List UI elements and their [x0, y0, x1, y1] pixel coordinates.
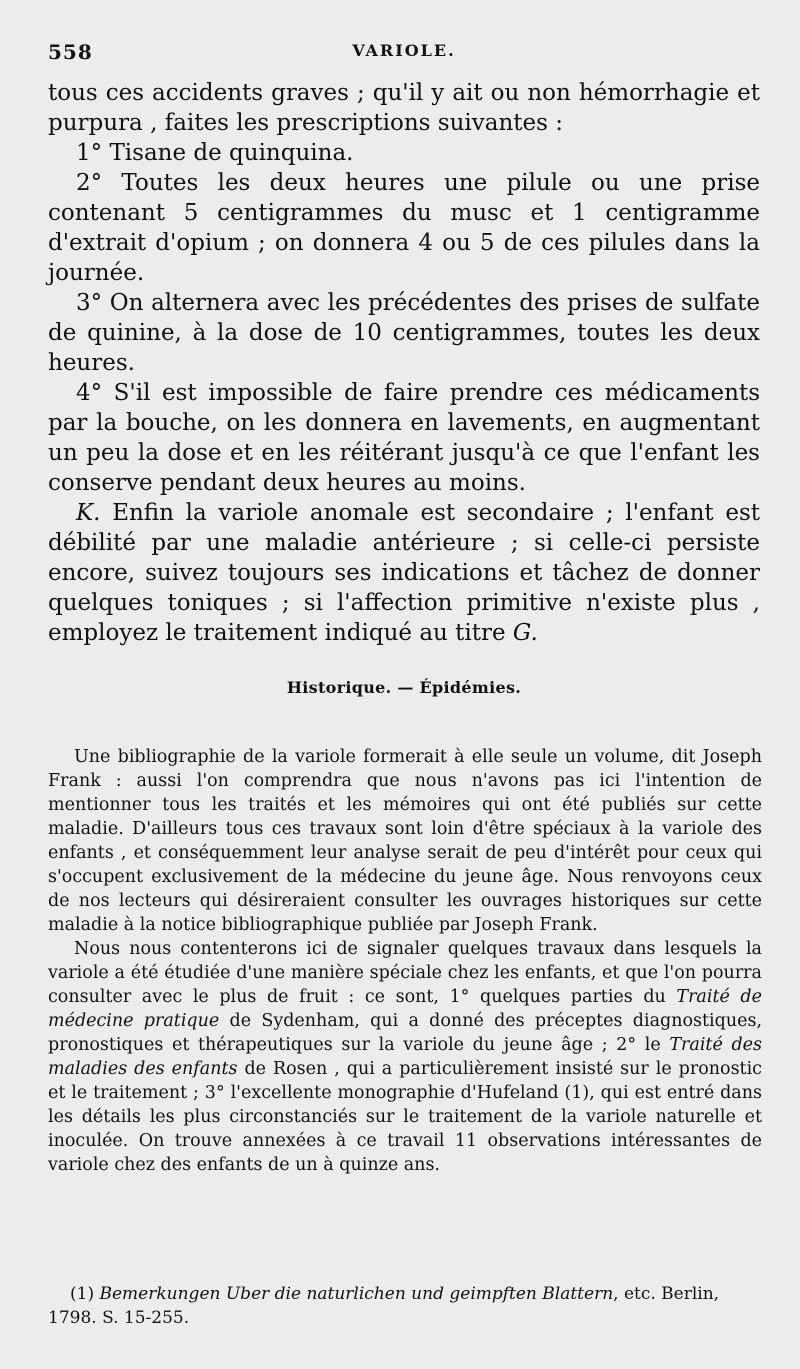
running-title: VARIOLE.	[352, 41, 456, 60]
historique-p2-c: de Rosen , qui a particulièrement insisté sur le pronostic et le traitement ; 3° l'excellente monographie d'Hufeland (1), qui est entré dans les détails les plus circonstanciés sur le traitement de la variole naturelle et inoculée. On trouve annexées à ce travail 11 observations intéressantes de variole chez des enfants de un à quinze ans.	[48, 1059, 762, 1175]
prescription-1: 1° Tisane de quinquina.	[76, 140, 354, 166]
paragraph-continued: tous ces accidents graves ; qu'il y ait ou non hémorrhagie et purpura , faites les prescriptions suivantes :	[48, 80, 760, 136]
prescription-2: 2° Toutes les deux heures une pilule ou une prise contenant 5 centigrammes du musc et 1 centigramme d'extrait d'opium ; on donnera 4 ou 5 de ces pilules dans la journée.	[48, 170, 760, 286]
historique-p2-b: de Sydenham, qui a donné des préceptes diagnostiques, pronostiques et thérapeutiques sur la variole du jeune âge ; 2° le	[48, 1011, 763, 1055]
cited-work-sydenham: Traité de médecine pratique	[48, 987, 762, 1031]
footnote-title: Bemerkungen Uber die naturlichen und geimpften Blattern	[99, 1284, 614, 1304]
prescription-3: 3° On alternera avec les précédentes des prises de sulfate de quinine, à la dose de 10 centigrammes, toutes les deux heures.	[48, 290, 760, 376]
footnote-marker: (1)	[70, 1284, 95, 1304]
paragraph-k-text: Enfin la variole anomale est secondaire ; l'enfant est débilité par une maladie antérieure ; si celle-ci persiste encore, suivez toujours ses indications et tâchez de donner quelques toniques ; si l'affection primitive n'existe plus , employez le traitement indiqué au titre	[48, 500, 760, 646]
historique-paragraph-2	[48, 937, 762, 1177]
footnote-rest: , etc. Berlin, 1798. S. 15-255.	[48, 1284, 720, 1328]
cited-work-rosen: Traité des maladies des enfants	[48, 1035, 762, 1079]
footnote	[48, 1282, 762, 1330]
section-title: Historique. — Épidémies.	[286, 678, 522, 697]
section-letter-k: K.	[76, 500, 101, 526]
page-number: 558	[48, 40, 93, 64]
paragraph-k	[48, 498, 760, 648]
historique-paragraph-1: Une bibliographie de la variole formerait à elle seule un volume, dit Joseph Frank : aussi l'on comprendra que nous n'avons pas ici l'intention de mentionner tous les traités et les mémoires qui ont été publiés sur cette maladie. D'ailleurs tous ces travaux sont loin d'être spéciaux à la variole des enfants , et conséquemment leur analyse serait de peu d'intérêt pour ceux qui s'occupent exclusivement de la médecine du jeune âge. Nous renvoyons ceux de nos lecteurs qui désireraient consulter les ouvrages historiques sur cette maladie à la notice bibliographique publiée par Joseph Frank.	[48, 747, 762, 935]
treatment-text	[48, 78, 760, 648]
prescription-4: 4° S'il est impossible de faire prendre ces médicaments par la bouche, on les donnera en lavements, en augmentant un peu la dose et en les réitérant jusqu'à ce que l'enfant les conserve pendant deux heures au moins.	[48, 380, 760, 496]
section-ref-g: G.	[512, 620, 538, 646]
historique-p2-a: Nous nous contenterons ici de signaler quelques travaux dans lesquels la variole a été étudiée d'une manière spéciale chez les enfants, et que l'on pourra consulter avec le plus de fruit : ce sont, 1° quelques parties du	[48, 939, 762, 1007]
historique-text	[48, 745, 762, 1177]
page-header	[48, 38, 760, 68]
